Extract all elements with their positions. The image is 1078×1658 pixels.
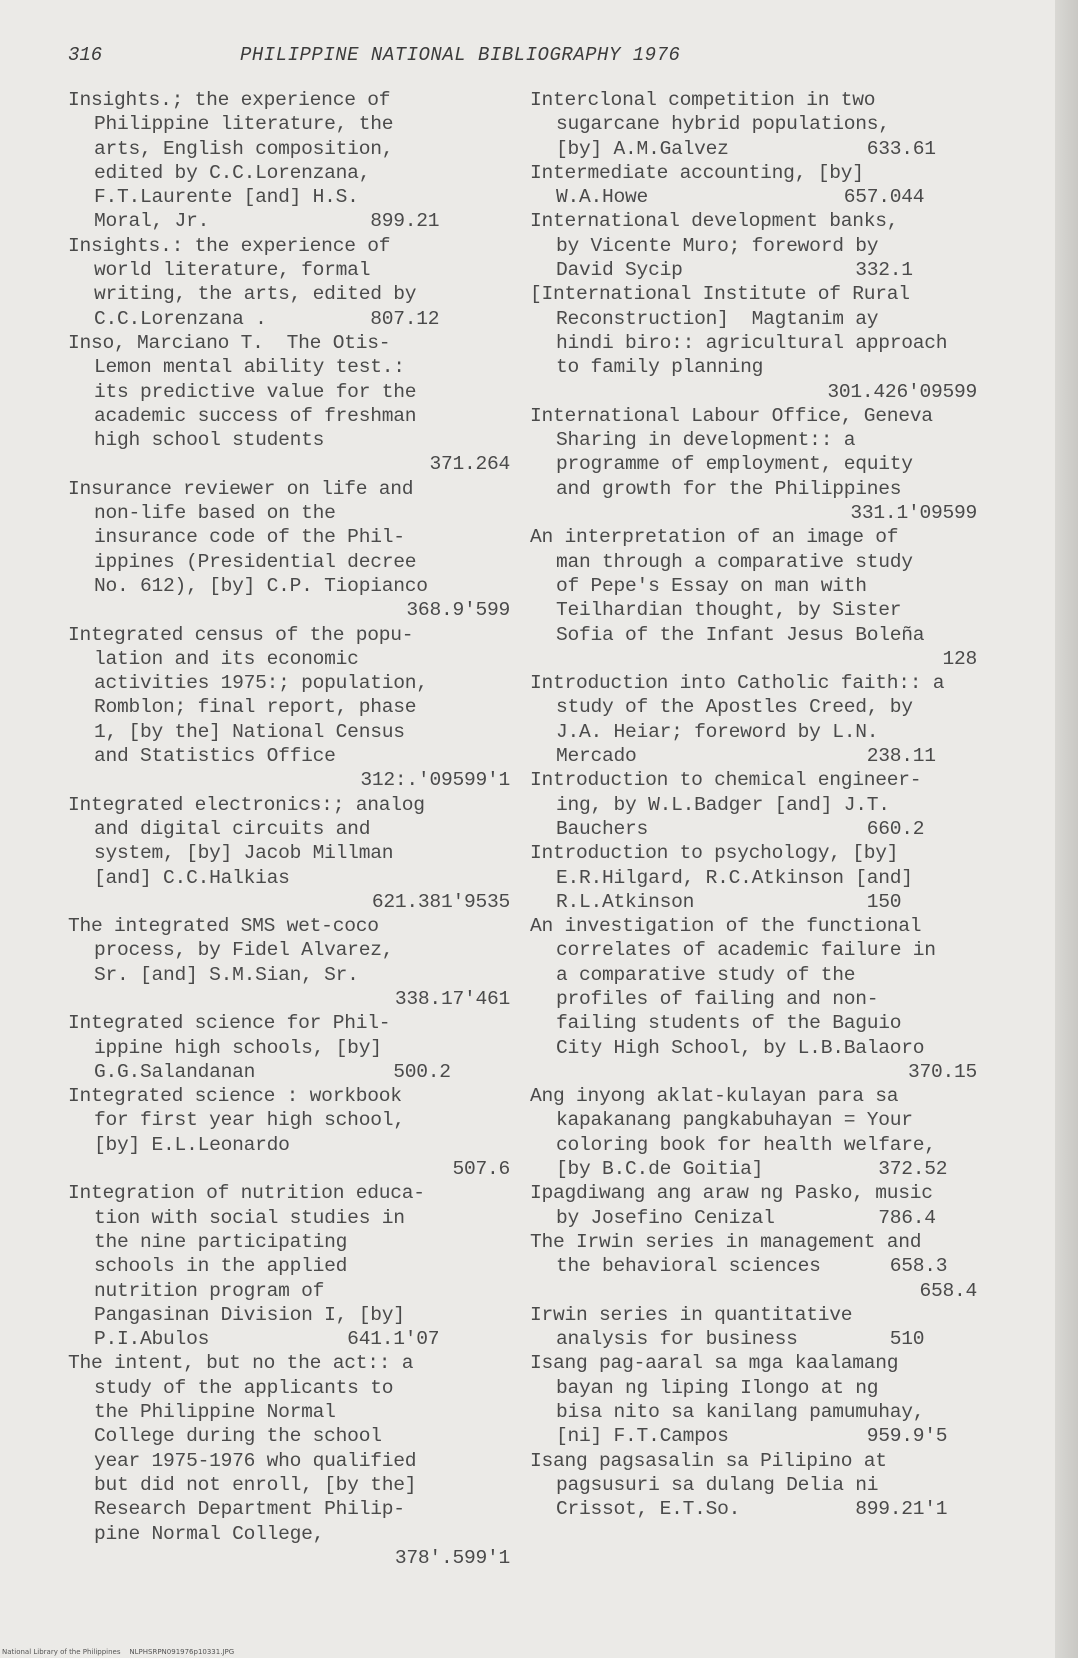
- entry-line: Moral, Jr. 899.21: [94, 210, 440, 233]
- entry-line: Insights.: the experience of: [68, 234, 391, 257]
- bibliography-entry: [68, 914, 518, 1011]
- entry-line: arts, English composition,: [94, 137, 394, 160]
- bibliography-entry: [530, 209, 985, 282]
- entry-line: ippines (Presidential decree: [94, 550, 417, 573]
- entry-line: Insights.; the experience of: [68, 89, 391, 111]
- entry-line: Teilhardian thought, by Sister: [556, 599, 902, 622]
- entry-line: Insurance reviewer on life and: [68, 477, 414, 500]
- right-column: [530, 88, 985, 1522]
- entry-line: and Statistics Office: [94, 745, 336, 768]
- entry-line: Interclonal competition in two: [530, 89, 876, 111]
- bibliography-entry: [68, 623, 518, 793]
- entry-line: but did not enroll, [by the]: [94, 1473, 417, 1496]
- entry-line: the behavioral sciences 658.3: [556, 1255, 948, 1278]
- entry-line: profiles of failing and non-: [556, 987, 879, 1010]
- entry-line: Intermediate accounting, [by]: [530, 161, 864, 184]
- entry-line: for first year high school,: [94, 1109, 405, 1132]
- bibliography-entry: [530, 768, 985, 841]
- bibliography-entry: [68, 1084, 518, 1181]
- bibliography-entry: [530, 404, 985, 525]
- entry-line: Irwin series in quantitative: [530, 1303, 853, 1326]
- entry-line: F.T.Laurente [and] H.S.: [94, 186, 359, 209]
- bibliography-entry: [530, 282, 985, 403]
- entry-line: Lemon mental ability test.:: [94, 356, 405, 379]
- entry-line: Research Department Philip-: [94, 1498, 405, 1521]
- entry-line: [ni] F.T.Campos 959.9'5: [556, 1425, 948, 1448]
- entry-line: ippine high schools, [by]: [94, 1036, 382, 1059]
- scan-credit: National Library of the Philippines NLPHSRPN091976p10331.JPG: [2, 1648, 235, 1656]
- entry-line: P.I.Abulos 641.1'07: [94, 1328, 440, 1351]
- entry-line: analysis for business 510: [556, 1328, 925, 1351]
- entry-line: study of the Apostles Creed, by: [556, 696, 913, 719]
- bibliography-entry: [68, 88, 518, 234]
- page-header: [68, 44, 728, 74]
- entry-line: An investigation of the functional: [530, 915, 922, 938]
- running-title: PHILIPPINE NATIONAL BIBLIOGRAPHY 1976: [240, 44, 681, 66]
- classification-number: 370.15: [907, 1060, 977, 1083]
- entry-line: to family planning: [556, 356, 764, 379]
- entry-line: by Josefino Cenizal 786.4: [556, 1206, 936, 1229]
- entry-line: high school students: [94, 429, 325, 452]
- entry-line: Sharing in development:: a: [556, 429, 856, 452]
- classification-number: 621.381'9535: [371, 890, 510, 913]
- entry-line: Introduction into Catholic faith:: a: [530, 672, 945, 695]
- classification-number: 301.426'09599: [827, 380, 977, 403]
- classification-number: 128: [942, 647, 977, 670]
- left-column: [68, 88, 518, 1570]
- entry-line: Integrated census of the popu-: [68, 623, 414, 646]
- entry-line: Crissot, E.T.So. 899.21'1: [556, 1498, 948, 1521]
- entry-line: programme of employment, equity: [556, 453, 913, 476]
- entry-line: Isang pag-aaral sa mga kaalamang: [530, 1352, 899, 1375]
- classification-number: 658.4: [919, 1279, 977, 1302]
- entry-line: pagsusuri sa dulang Delia ni: [556, 1473, 879, 1496]
- classification-number: 338.17'461: [394, 987, 510, 1010]
- entry-line: City High School, by L.B.Balaoro: [556, 1036, 925, 1059]
- bibliography-entry: [68, 1351, 518, 1570]
- entry-line: Ipagdiwang ang araw ng Pasko, music: [530, 1182, 933, 1205]
- classification-number: 507.6: [452, 1158, 510, 1181]
- entry-line: a comparative study of the: [556, 963, 856, 986]
- bibliography-entry: [530, 1084, 985, 1181]
- entry-line: The intent, but no the act:: a: [68, 1352, 414, 1375]
- page-number: 316: [68, 44, 103, 66]
- page-edge: [1055, 0, 1078, 1658]
- entry-line: Romblon; final report, phase: [94, 696, 417, 719]
- bibliography-entry: [68, 477, 518, 623]
- bibliography-entry: [68, 1181, 518, 1351]
- entry-line: hindi biro:: agricultural approach: [556, 331, 948, 354]
- entry-line: Mercado 238.11: [556, 745, 936, 768]
- entry-line: and digital circuits and: [94, 817, 371, 840]
- entry-line: nutrition program of: [94, 1279, 325, 1302]
- entry-line: Bauchers 660.2: [556, 817, 925, 840]
- entry-line: Integration of nutrition educa-: [68, 1182, 425, 1205]
- bibliography-entry: [530, 525, 985, 671]
- entry-line: edited by C.C.Lorenzana,: [94, 161, 371, 184]
- entry-line: pine Normal College,: [94, 1522, 325, 1545]
- entry-line: tion with social studies in: [94, 1206, 405, 1229]
- entry-line: [by] A.M.Galvez 633.61: [556, 137, 936, 160]
- entry-line: bisa nito sa kanilang pamumuhay,: [556, 1401, 925, 1424]
- bibliography-entry: [530, 1449, 985, 1522]
- entry-line: failing students of the Baguio: [556, 1012, 902, 1035]
- entry-line: R.L.Atkinson 150: [556, 890, 902, 913]
- entry-line: An interpretation of an image of: [530, 526, 899, 549]
- entry-line: Ang inyong aklat-kulayan para sa: [530, 1085, 899, 1108]
- bibliography-entry: [530, 1303, 985, 1352]
- bibliography-entry: [68, 1011, 518, 1084]
- entry-line: non-life based on the: [94, 502, 336, 525]
- bibliography-entry: [68, 234, 518, 331]
- entry-line: by Vicente Muro; foreword by: [556, 234, 879, 257]
- entry-line: David Sycip 332.1: [556, 259, 913, 282]
- entry-line: coloring book for health welfare,: [556, 1133, 936, 1156]
- bibliography-entry: [530, 161, 985, 210]
- entry-line: The Irwin series in management and: [530, 1230, 922, 1253]
- entry-line: the nine participating: [94, 1230, 348, 1253]
- classification-number: 331.1'09599: [850, 502, 977, 525]
- entry-line: Integrated science for Phil-: [68, 1012, 391, 1035]
- entry-line: Introduction to psychology, [by]: [530, 842, 899, 865]
- entry-line: year 1975-1976 who qualified: [94, 1449, 417, 1472]
- entry-line: Sofia of the Infant Jesus Boleña: [556, 623, 925, 646]
- entry-line: International Labour Office, Geneva: [530, 404, 933, 427]
- entry-line: activities 1975:; population,: [94, 672, 428, 695]
- entry-line: the Philippine Normal: [94, 1401, 336, 1424]
- classification-number: 312:.'09599'1: [360, 769, 510, 792]
- entry-line: Inso, Marciano T. The Otis-: [68, 331, 391, 354]
- entry-line: ing, by W.L.Badger [and] J.T.: [556, 793, 890, 816]
- entry-line: [International Institute of Rural: [530, 283, 910, 306]
- entry-line: J.A. Heiar; foreword by L.N.: [556, 720, 879, 743]
- entry-line: academic success of freshman: [94, 404, 417, 427]
- bibliography-entry: [530, 914, 985, 1084]
- bibliography-entry: [530, 1351, 985, 1448]
- entry-line: [and] C.C.Halkias: [94, 866, 290, 889]
- entry-line: Integrated electronics:; analog: [68, 793, 425, 816]
- entry-line: College during the school: [94, 1425, 382, 1448]
- bibliography-entry: [68, 331, 518, 477]
- entry-line: process, by Fidel Alvarez,: [94, 939, 394, 962]
- entry-line: Isang pagsasalin sa Pilipino at: [530, 1449, 887, 1472]
- entry-line: The integrated SMS wet-coco: [68, 915, 379, 938]
- entry-line: W.A.Howe 657.044: [556, 186, 925, 209]
- entry-line: world literature, formal: [94, 259, 371, 282]
- entry-line: E.R.Hilgard, R.C.Atkinson [and]: [556, 866, 913, 889]
- entry-line: Reconstruction] Magtanim ay: [556, 307, 879, 330]
- entry-line: kapakanang pangkabuhayan = Your: [556, 1109, 913, 1132]
- entry-line: No. 612), [by] C.P. Tiopianco: [94, 574, 428, 597]
- bibliography-entry: [530, 841, 985, 914]
- entry-line: schools in the applied: [94, 1255, 348, 1278]
- classification-number: 371.264: [429, 453, 510, 476]
- entry-line: lation and its economic: [94, 647, 359, 670]
- entry-line: Philippine literature, the: [94, 113, 394, 136]
- entry-line: Sr. [and] S.M.Sian, Sr.: [94, 963, 359, 986]
- entry-line: and growth for the Philippines: [556, 477, 902, 500]
- entry-line: correlates of academic failure in: [556, 939, 936, 962]
- entry-line: Pangasinan Division I, [by]: [94, 1303, 405, 1326]
- entry-line: of Pepe's Essay on man with: [556, 574, 867, 597]
- entry-line: man through a comparative study: [556, 550, 913, 573]
- bibliography-entry: [530, 1181, 985, 1230]
- bibliography-entry: [530, 88, 985, 161]
- entry-line: system, [by] Jacob Millman: [94, 842, 394, 865]
- entry-line: G.G.Salandanan 500.2: [94, 1060, 451, 1083]
- entry-line: writing, the arts, edited by: [94, 283, 417, 306]
- entry-line: Introduction to chemical engineer-: [530, 769, 922, 792]
- entry-line: [by B.C.de Goitia] 372.52: [556, 1158, 948, 1181]
- entry-line: [by] E.L.Leonardo: [94, 1133, 290, 1156]
- entry-line: bayan ng liping Ilongo at ng: [556, 1376, 879, 1399]
- entry-line: sugarcane hybrid populations,: [556, 113, 890, 136]
- entry-line: International development banks,: [530, 210, 899, 233]
- entry-line: study of the applicants to: [94, 1376, 394, 1399]
- bibliography-entry: [530, 671, 985, 768]
- classification-number: 368.9'599: [406, 599, 510, 622]
- entry-line: C.C.Lorenzana . 807.12: [94, 307, 440, 330]
- entry-line: 1, [by the] National Census: [94, 720, 405, 743]
- entry-line: its predictive value for the: [94, 380, 417, 403]
- entry-line: Integrated science : workbook: [68, 1085, 402, 1108]
- bibliography-entry: [68, 793, 518, 914]
- entry-line: insurance code of the Phil-: [94, 526, 405, 549]
- classification-number: 378'.599'1: [394, 1546, 510, 1569]
- bibliography-entry: [530, 1230, 985, 1303]
